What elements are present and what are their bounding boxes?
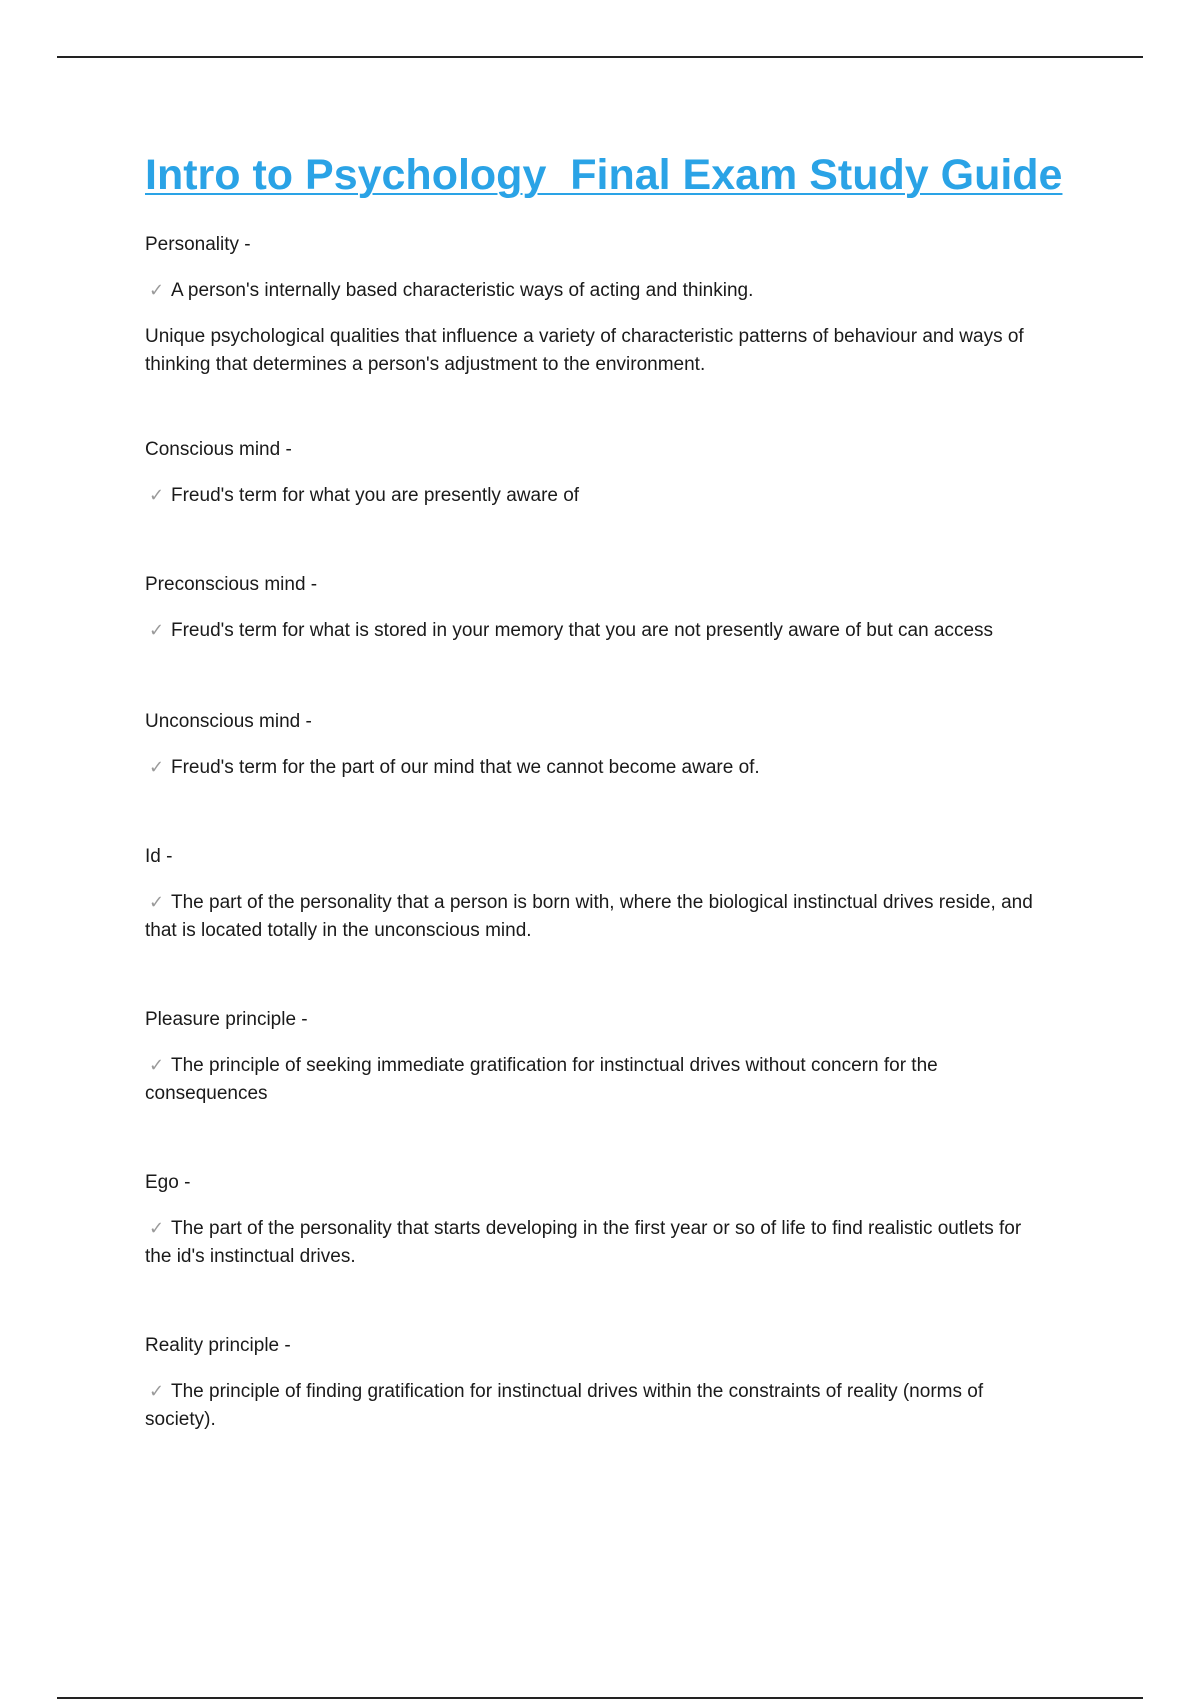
term: Id - bbox=[145, 846, 173, 867]
definition-text: Freud's term for what is stored in your memory that you are not presently aware of but can access bbox=[171, 620, 994, 641]
entry-ego bbox=[145, 1170, 1045, 1271]
term: Ego - bbox=[145, 1172, 191, 1193]
term: Conscious mind - bbox=[145, 439, 292, 460]
check-icon: ✓ bbox=[149, 280, 165, 300]
spacer bbox=[145, 945, 1045, 1007]
check-icon: ✓ bbox=[149, 1381, 165, 1401]
document-title[interactable]: Intro to Psychology Final Exam Study Guide bbox=[145, 151, 1063, 199]
spacer bbox=[145, 379, 1045, 437]
definition bbox=[145, 1214, 1045, 1271]
check-icon: ✓ bbox=[149, 620, 165, 640]
definition bbox=[145, 1051, 1045, 1108]
entry-id bbox=[145, 844, 1045, 945]
definition-text: The part of the personality that starts developing in the first year or so of life to find realistic outlets for the id's instinctual drives. bbox=[145, 1218, 1022, 1267]
spacer bbox=[145, 1108, 1045, 1170]
spacer bbox=[145, 1271, 1045, 1333]
check-icon: ✓ bbox=[149, 757, 165, 777]
check-icon: ✓ bbox=[149, 1055, 165, 1075]
definition bbox=[145, 616, 1045, 645]
top-rule bbox=[57, 56, 1143, 58]
definition bbox=[145, 1377, 1045, 1434]
definition bbox=[145, 888, 1045, 945]
entry-unconscious-mind bbox=[145, 709, 1045, 782]
entry-personality bbox=[145, 232, 1045, 379]
definition-text: The principle of seeking immediate gratification for instinctual drives without concern for the consequences bbox=[145, 1055, 938, 1104]
spacer bbox=[145, 645, 1045, 709]
definition-text: The principle of finding gratification for instinctual drives within the constraints of reality (norms of society). bbox=[145, 1381, 984, 1430]
spacer bbox=[145, 510, 1045, 572]
definition-text: The part of the personality that a person is born with, where the biological instinctual drives reside, and that is located totally in the unconscious mind. bbox=[145, 892, 1033, 941]
definition bbox=[145, 753, 1045, 782]
definition-text: Freud's term for what you are presently aware of bbox=[171, 485, 580, 506]
document-body bbox=[145, 148, 1063, 1434]
term: Personality - bbox=[145, 234, 251, 255]
term: Reality principle - bbox=[145, 1335, 291, 1356]
spacer bbox=[145, 782, 1045, 844]
definition-extra: Unique psychological qualities that influence a variety of characteristic patterns of behaviour and ways of thinking that determines a person's adjustment to the environment. bbox=[145, 326, 1024, 375]
check-icon: ✓ bbox=[149, 1218, 165, 1238]
check-icon: ✓ bbox=[149, 485, 165, 505]
entry-reality-principle bbox=[145, 1333, 1045, 1434]
term: Unconscious mind - bbox=[145, 711, 312, 732]
entry-conscious-mind bbox=[145, 437, 1045, 510]
definition bbox=[145, 481, 1045, 510]
bottom-rule bbox=[57, 1697, 1143, 1699]
definition bbox=[145, 276, 1045, 305]
entry-pleasure-principle bbox=[145, 1007, 1045, 1108]
term: Pleasure principle - bbox=[145, 1009, 308, 1030]
check-icon: ✓ bbox=[149, 892, 165, 912]
definition-text: Freud's term for the part of our mind that we cannot become aware of. bbox=[171, 757, 760, 778]
entry-preconscious-mind bbox=[145, 572, 1045, 645]
term: Preconscious mind - bbox=[145, 574, 318, 595]
definition-text: A person's internally based characteristic ways of acting and thinking. bbox=[171, 280, 754, 301]
